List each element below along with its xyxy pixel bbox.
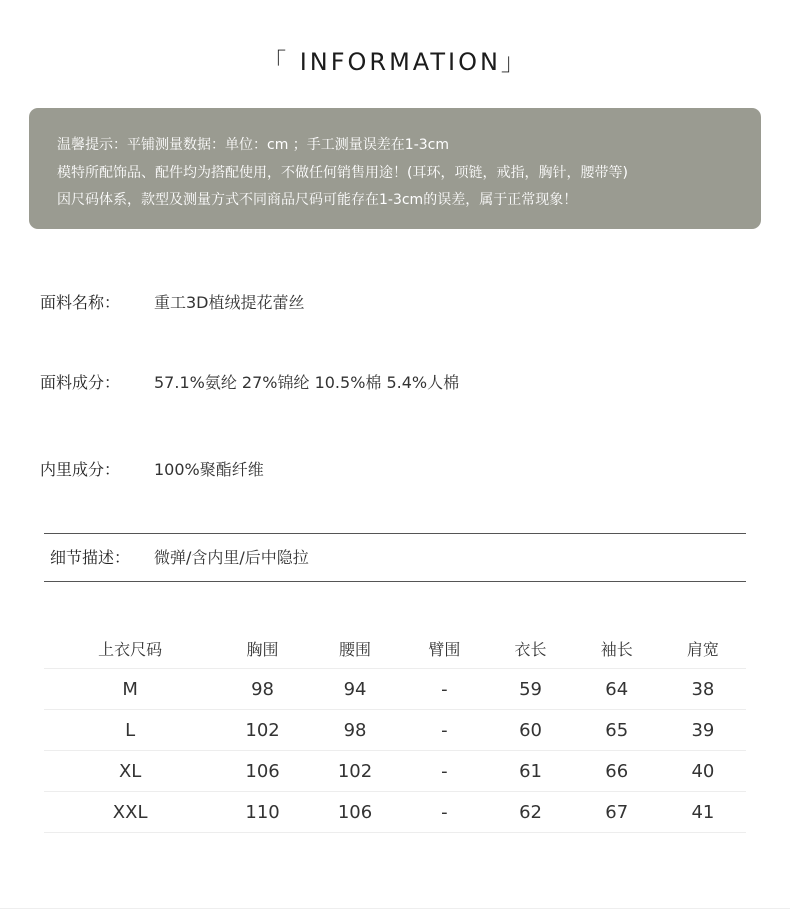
page-title: 「 INFORMATION」 (262, 48, 528, 76)
table-cell: - (401, 751, 487, 792)
table-cell: 94 (309, 669, 401, 710)
table-cell: - (401, 669, 487, 710)
table-cell: 98 (309, 710, 401, 751)
size-table (44, 628, 746, 833)
table-cell: 38 (660, 669, 746, 710)
table-cell: 40 (660, 751, 746, 792)
table-cell: 110 (216, 792, 308, 833)
table-cell: 66 (574, 751, 660, 792)
table-cell: 62 (487, 792, 573, 833)
table-cell: M (44, 669, 216, 710)
lining-composition-value: 100%聚酯纤维 (154, 460, 264, 479)
header-size: 上衣尺码 (44, 628, 216, 669)
table-cell: 39 (660, 710, 746, 751)
fabric-name-label: 面料名称： (40, 293, 121, 312)
table-header-row (44, 628, 746, 669)
table-cell: 102 (309, 751, 401, 792)
table-cell: XXL (44, 792, 216, 833)
table-cell: 106 (309, 792, 401, 833)
table-row (44, 669, 746, 710)
table-cell: 64 (574, 669, 660, 710)
table-cell: 41 (660, 792, 746, 833)
table-row (44, 751, 746, 792)
table-cell: 98 (216, 669, 308, 710)
divider (44, 533, 746, 534)
header-arm: 臂围 (401, 628, 487, 669)
table-cell: 60 (487, 710, 573, 751)
notice-line: 因尺码体系，款型及测量方式不同商品尺码可能存在1-3cm的误差，属于正常现象！ (57, 192, 578, 208)
header-length: 衣长 (487, 628, 573, 669)
table-row (44, 710, 746, 751)
table-cell: 102 (216, 710, 308, 751)
header-waist: 腰围 (309, 628, 401, 669)
details-label: 细节描述： (50, 548, 131, 567)
notice-line: 模特所配饰品、配件均为搭配使用，不做任何销售用途！(耳环，项链，戒指，胸针，腰带等) (57, 164, 628, 181)
table-cell: - (401, 792, 487, 833)
header-shoulder: 肩宽 (660, 628, 746, 669)
table-cell: 106 (216, 751, 308, 792)
table-cell: XL (44, 751, 216, 792)
notice-box (29, 108, 761, 229)
fabric-name-value: 重工3D植绒提花蕾丝 (154, 293, 305, 312)
lining-composition-label: 内里成分： (40, 460, 121, 479)
details-value: 微弹/含内里/后中隐拉 (154, 548, 309, 567)
table-cell: L (44, 710, 216, 751)
table-cell: 61 (487, 751, 573, 792)
notice-line: 温馨提示：平铺测量数据：单位：cm ；手工测量误差在1-3cm (57, 137, 449, 153)
table-cell: 65 (574, 710, 660, 751)
table-cell: - (401, 710, 487, 751)
header-chest: 胸围 (216, 628, 308, 669)
table-row (44, 792, 746, 833)
fabric-composition-value: 57.1%氨纶 27%锦纶 10.5%棉 5.4%人棉 (154, 373, 460, 392)
fabric-composition-label: 面料成分： (40, 373, 121, 392)
divider (44, 581, 746, 582)
table-cell: 67 (574, 792, 660, 833)
header-sleeve: 袖长 (574, 628, 660, 669)
table-cell: 59 (487, 669, 573, 710)
